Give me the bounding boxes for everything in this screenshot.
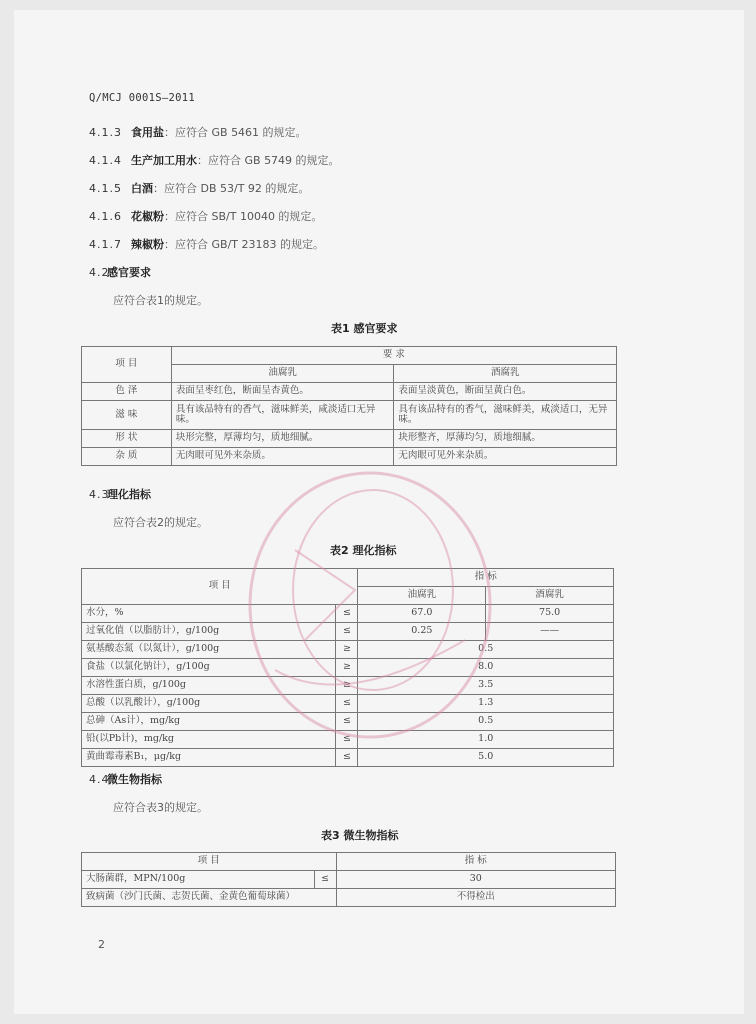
table-row (82, 659, 614, 677)
clause-4-1-3 (89, 124, 307, 140)
header-item: 项 目 (82, 569, 358, 605)
row-col-2: 75.0 (486, 605, 614, 623)
row-col-1: 67.0 (358, 605, 486, 623)
clause-4-1-4 (89, 152, 340, 168)
row-item: 总砷（As计），mg/kg (82, 713, 336, 731)
table3-caption: 表3 微生物指标 (321, 829, 399, 842)
clause-4-1-7 (89, 236, 324, 252)
header-col-1: 油腐乳 (358, 587, 486, 605)
row-value: 0.5 (358, 641, 614, 659)
header-item: 项 目 (82, 853, 337, 871)
section-number: 4.4 (89, 773, 110, 786)
section-heading-4-3 (89, 486, 151, 502)
row-col-2: 无肉眼可见外来杂质。 (394, 448, 617, 466)
row-item: 形 状 (82, 430, 172, 448)
clause-number: 4.1.5 (89, 182, 122, 195)
table-physicochemical (81, 568, 614, 767)
table-row (82, 383, 617, 401)
row-value: 不得检出 (336, 889, 615, 907)
row-col-2: 表面呈淡黄色，断面呈黄白色。 (394, 383, 617, 401)
row-item: 铅(以Pb计)，mg/kg (82, 731, 336, 749)
clause-text: ：应符合 DB 53/T 92 的规定。 (153, 182, 310, 195)
row-item: 总酸（以乳酸计），g/100g (82, 695, 336, 713)
row-item: 杂 质 (82, 448, 172, 466)
clause-term: 花椒粉 (131, 210, 164, 223)
row-col-1: 具有该品特有的香气，滋味鲜美，咸淡适口无异味。 (171, 401, 394, 430)
clause-text: ：应符合 GB/T 23183 的规定。 (164, 238, 324, 251)
clause-term: 生产加工用水 (131, 154, 197, 167)
clause-number: 4.1.3 (89, 126, 122, 139)
row-col-1: 块形完整，厚薄均匀，质地细腻。 (171, 430, 394, 448)
row-operator: ≤ (336, 731, 358, 749)
table-row (82, 713, 614, 731)
table-header-row (82, 569, 614, 587)
table-row (82, 605, 614, 623)
row-value: 0.5 (358, 713, 614, 731)
header-col-1: 油腐乳 (171, 365, 394, 383)
row-value: 1.0 (358, 731, 614, 749)
table-header-row (82, 853, 616, 871)
row-operator: ≤ (336, 749, 358, 767)
section-title: 感官要求 (107, 266, 151, 279)
table-row (82, 623, 614, 641)
row-item: 大肠菌群，MPN/100g (82, 871, 315, 889)
table-sensory (81, 346, 617, 466)
row-operator: ≤ (336, 623, 358, 641)
clause-term: 食用盐 (131, 126, 164, 139)
section-paragraph: 应符合表3的规定。 (113, 801, 208, 814)
table-row (82, 889, 616, 907)
clause-text: ：应符合 GB 5749 的规定。 (197, 154, 340, 167)
clause-4-1-6 (89, 208, 322, 224)
section-heading-4-4 (89, 771, 162, 787)
row-col-2: 块形整齐，厚薄均匀，质地细腻。 (394, 430, 617, 448)
table-header-row (82, 347, 617, 365)
header-requirement: 要 求 (171, 347, 616, 365)
row-value: 8.0 (358, 659, 614, 677)
row-item: 水溶性蛋白质，g/100g (82, 677, 336, 695)
row-item: 氨基酸态氮（以氮计），g/100g (82, 641, 336, 659)
clause-number: 4.1.6 (89, 210, 122, 223)
table-row (82, 871, 616, 889)
row-operator: ≤ (336, 713, 358, 731)
row-operator: ≤ (314, 871, 336, 889)
header-index: 指 标 (358, 569, 614, 587)
row-operator: ≥ (336, 659, 358, 677)
row-item: 滋 味 (82, 401, 172, 430)
table1-caption: 表1 感官要求 (331, 322, 398, 335)
section-title: 微生物指标 (107, 773, 162, 786)
row-operator: ≤ (336, 605, 358, 623)
table-row (82, 749, 614, 767)
table-row (82, 677, 614, 695)
row-item: 过氧化值（以脂肪计），g/100g (82, 623, 336, 641)
row-col-2: 具有该品特有的香气，滋味鲜美，咸淡适口，无异味。 (394, 401, 617, 430)
row-item: 黄曲霉毒素B₁，μg/kg (82, 749, 336, 767)
table-microbial (81, 852, 616, 907)
table-row (82, 641, 614, 659)
row-operator: ≥ (336, 677, 358, 695)
table-row (82, 448, 617, 466)
table-row (82, 695, 614, 713)
header-index: 指 标 (336, 853, 615, 871)
document-header: Q/MCJ 0001S—2011 (89, 92, 195, 104)
section-heading-4-2 (89, 264, 151, 280)
section-paragraph: 应符合表1的规定。 (113, 294, 208, 307)
clause-number: 4.1.7 (89, 238, 122, 251)
header-col-2: 酒腐乳 (394, 365, 617, 383)
clause-4-1-5 (89, 180, 309, 196)
table-row (82, 401, 617, 430)
row-col-1: 表面呈枣红色，断面呈杏黄色。 (171, 383, 394, 401)
table-row (82, 731, 614, 749)
row-value: 3.5 (358, 677, 614, 695)
section-number: 4.3 (89, 488, 110, 501)
row-col-1: 0.25 (358, 623, 486, 641)
clause-term: 白酒 (131, 182, 153, 195)
clause-text: ：应符合 GB 5461 的规定。 (164, 126, 307, 139)
row-item: 致病菌（沙门氏菌、志贺氏菌、金黄色葡萄球菌） (82, 889, 337, 907)
row-col-1: 无肉眼可见外来杂质。 (171, 448, 394, 466)
page-number: 2 (98, 938, 105, 951)
row-item: 水分，% (82, 605, 336, 623)
section-number: 4.2 (89, 266, 110, 279)
row-value: 5.0 (358, 749, 614, 767)
section-paragraph: 应符合表2的规定。 (113, 516, 208, 529)
row-value: 30 (336, 871, 615, 889)
row-operator: ≤ (336, 695, 358, 713)
row-value: 1.3 (358, 695, 614, 713)
row-col-2: —— (486, 623, 614, 641)
clause-text: ：应符合 SB/T 10040 的规定。 (164, 210, 323, 223)
row-item: 食盐（以氯化钠计），g/100g (82, 659, 336, 677)
clause-number: 4.1.4 (89, 154, 122, 167)
header-item: 项 目 (82, 347, 172, 383)
section-title: 理化指标 (107, 488, 151, 501)
table-row (82, 430, 617, 448)
row-operator: ≥ (336, 641, 358, 659)
table2-caption: 表2 理化指标 (330, 544, 397, 557)
clause-term: 辣椒粉 (131, 238, 164, 251)
header-col-2: 酒腐乳 (486, 587, 614, 605)
row-item: 色 泽 (82, 383, 172, 401)
